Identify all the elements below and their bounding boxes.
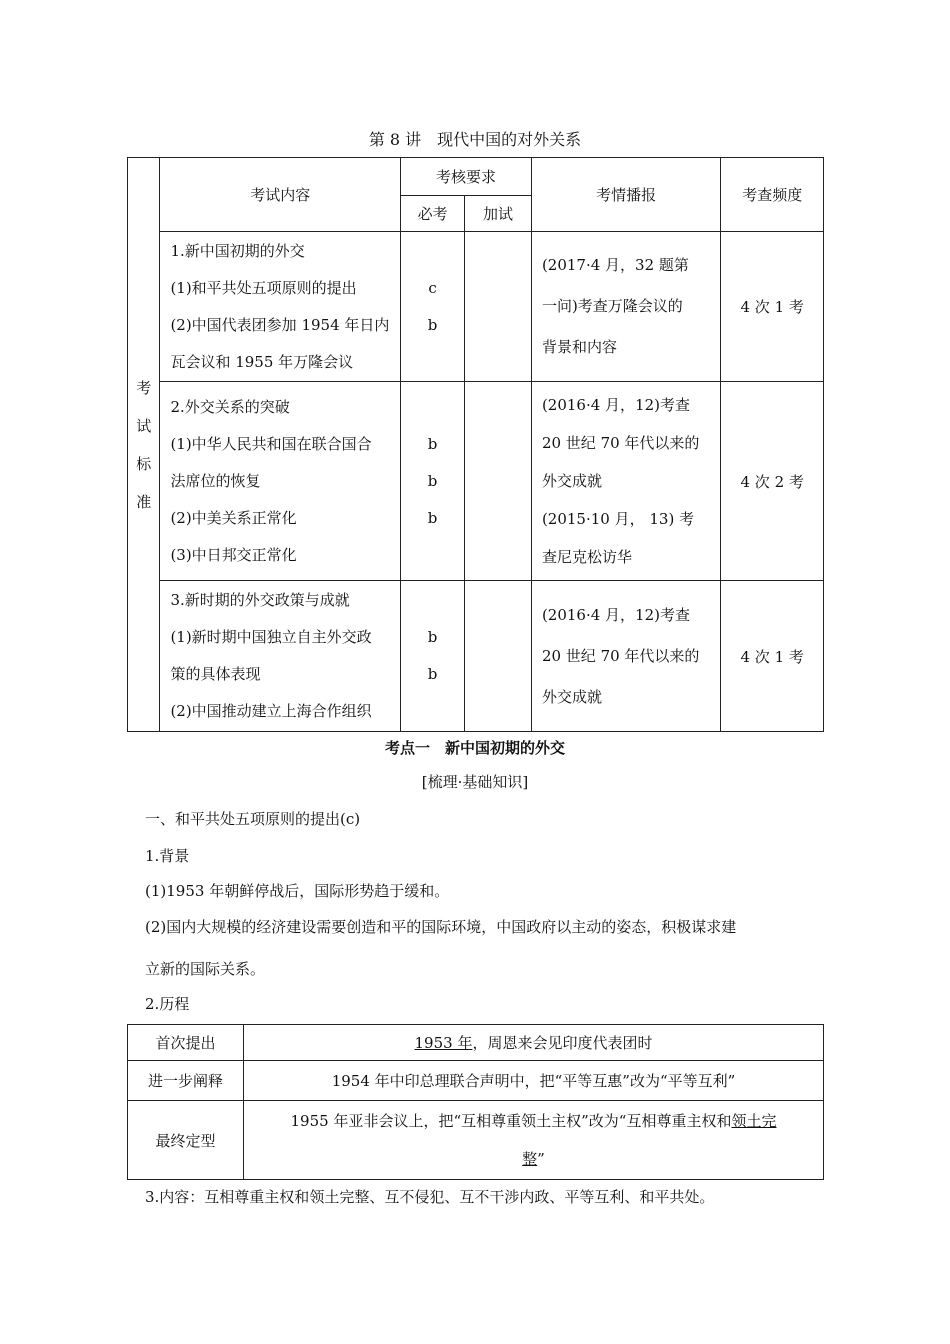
content-line: 3.新时期的外交政策与成就 [170, 591, 350, 609]
history-title: 2.历程 [145, 995, 190, 1013]
content-line: (2)中美关系正常化 [170, 508, 297, 527]
header-requirement: 考核要求 [401, 158, 532, 196]
row1-frequency: 4 次 1 考 [721, 232, 824, 382]
history-text: 1955 年亚非会议上，把“互相尊重领土主权”改为“互相尊重主权和 [290, 1112, 732, 1130]
header-frequency: 考查频度 [721, 158, 824, 232]
content-line: (3)中日邦交正常化 [170, 545, 297, 564]
side-label-char: 考 [136, 378, 152, 397]
history-detail: 1954 年中印总理联合声明中，把“平等互惠”改为“平等互利” [244, 1061, 824, 1101]
level-value: b [427, 628, 438, 646]
row3-content [160, 581, 401, 732]
row2-content [160, 382, 401, 581]
content-line: (1)中华人民共和国在联合国合 [170, 434, 372, 453]
level-value: b [427, 434, 438, 453]
header-content: 考试内容 [160, 158, 401, 232]
broadcast-line: 一问)考查万隆会议的 [541, 297, 683, 315]
side-label-char: 准 [136, 492, 152, 511]
history-text: ，周恩来会见印度代表团时 [472, 1034, 653, 1052]
background-title: 1.背景 [145, 847, 190, 865]
page-title: 第 8 讲 现代中国的对外关系 [368, 130, 582, 149]
row1-extra [464, 232, 531, 382]
row2-broadcast [531, 382, 720, 581]
background-point-1: (1)1953 年朝鲜停战后，国际形势趋于缓和。 [145, 882, 450, 900]
broadcast-line: 查尼克松访华 [541, 548, 632, 566]
section-title: 考点一 新中国初期的外交 [384, 739, 565, 757]
history-detail [244, 1101, 824, 1180]
content-line: 1.新中国初期的外交 [170, 241, 305, 260]
side-label-cell [128, 158, 160, 732]
history-text: ” [537, 1150, 545, 1168]
row1-broadcast [531, 232, 720, 382]
broadcast-line: 外交成就 [541, 687, 602, 706]
broadcast-line: 外交成就 [541, 472, 602, 490]
background-point-2a: (2)国内大规模的经济建设需要创造和平的国际环境，中国政府以主动的姿态，积极谋求建 [145, 918, 737, 936]
row2-must [401, 382, 465, 581]
broadcast-line: 20 世纪 70 年代以来的 [541, 646, 700, 665]
content-line: (1)和平共处五项原则的提出 [170, 278, 357, 297]
content-line: 策的具体表现 [170, 665, 261, 683]
row3-broadcast [531, 581, 720, 732]
side-label-char: 标 [136, 454, 152, 473]
broadcast-line: (2016·4 月，12)考查 [541, 605, 690, 624]
row1-content [160, 232, 401, 382]
broadcast-line: (2016·4 月，12)考查 [541, 396, 690, 414]
section-subtitle: [梳理·基础知识] [421, 773, 529, 791]
content-line: 3.内容：互相尊重主权和领土完整、互不侵犯、互不干涉内政、平等互利、和平共处。 [145, 1188, 715, 1206]
exam-standards-table [127, 157, 824, 732]
content-line: 2.外交关系的突破 [170, 397, 290, 416]
history-detail [244, 1025, 824, 1061]
level-value: b [427, 471, 438, 490]
broadcast-line: (2017·4 月，32 题第 [541, 256, 689, 274]
heading-1: 一、和平共处五项原则的提出(c) [145, 810, 361, 828]
level-value: b [427, 665, 438, 683]
background-point-2b: 立新的国际关系。 [145, 960, 266, 978]
content-line: 瓦会议和 1955 年万隆会议 [170, 352, 354, 371]
row3-frequency: 4 次 1 考 [721, 581, 824, 732]
level-value: b [427, 508, 438, 527]
header-extra: 加试 [464, 196, 531, 232]
content-line: 法席位的恢复 [170, 471, 261, 490]
content-line: (2)中国推动建立上海合作组织 [170, 702, 372, 720]
row2-frequency: 4 次 2 考 [721, 382, 824, 581]
row3-extra [464, 581, 531, 732]
broadcast-line: 背景和内容 [541, 338, 617, 356]
row1-must [401, 232, 465, 382]
history-label: 进一步阐释 [128, 1061, 244, 1101]
side-label-char: 试 [136, 416, 152, 435]
broadcast-line: 20 世纪 70 年代以来的 [541, 434, 700, 452]
header-broadcast: 考情播报 [531, 158, 720, 232]
history-label: 最终定型 [128, 1101, 244, 1180]
level-value: c [428, 278, 437, 297]
underlined-text: 1953 年 [414, 1034, 473, 1052]
history-table [127, 1024, 824, 1180]
underlined-text: 整 [522, 1150, 538, 1168]
content-line: (2)中国代表团参加 1954 年日内 [170, 315, 390, 334]
level-value: b [427, 315, 438, 334]
broadcast-line: (2015·10 月， 13) 考 [541, 510, 695, 528]
header-must: 必考 [401, 196, 465, 232]
row3-must [401, 581, 465, 732]
content-line: (1)新时期中国独立自主外交政 [170, 628, 372, 646]
row2-extra [464, 382, 531, 581]
history-label: 首次提出 [128, 1025, 244, 1061]
underlined-text: 领土完 [731, 1112, 777, 1130]
